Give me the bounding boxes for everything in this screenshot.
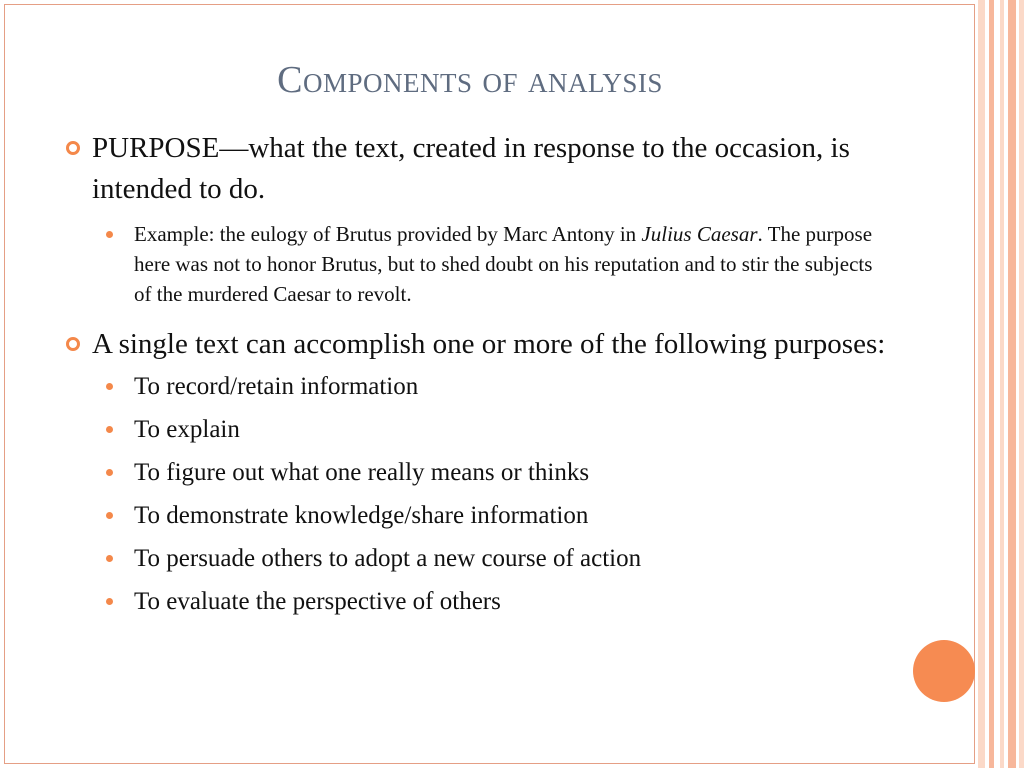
sub-bullet-item bbox=[60, 408, 890, 451]
stripe bbox=[1008, 0, 1016, 768]
bullet-text: PURPOSE—what the text, created in response to the occasion, is intended to do. bbox=[92, 132, 850, 205]
sub-bullet-item bbox=[60, 494, 890, 537]
dot-bullet-icon bbox=[106, 598, 113, 605]
bullet-purpose bbox=[60, 128, 890, 309]
example-italic-title: Julius Caesar bbox=[641, 222, 758, 246]
slide-content bbox=[60, 128, 890, 623]
decorative-stripes bbox=[975, 0, 1024, 768]
bullet-single-text bbox=[60, 324, 890, 623]
sub-bullet-text: To evaluate the perspective of others bbox=[134, 588, 501, 615]
sub-bullet-text: To demonstrate knowledge/share information bbox=[134, 502, 589, 529]
stripe bbox=[978, 0, 985, 768]
ring-bullet-icon bbox=[66, 141, 80, 155]
example-text-end: . The purpose here was not to honor Brutus, but to shed doubt on his reputation and to stir the subjects of the murdered Caesar to revolt. bbox=[134, 222, 873, 306]
dot-bullet-icon bbox=[106, 512, 113, 519]
stripe bbox=[1000, 0, 1004, 768]
slide-title: Components of analysis bbox=[277, 59, 663, 101]
sub-bullet-text: To explain bbox=[134, 416, 240, 443]
sub-list bbox=[92, 365, 890, 623]
sub-bullet-text: To figure out what one really means or thinks bbox=[134, 459, 590, 486]
dot-bullet-icon bbox=[106, 231, 113, 238]
sub-bullet-item bbox=[60, 580, 890, 623]
dot-bullet-icon bbox=[106, 555, 113, 562]
sub-bullet-item bbox=[60, 365, 890, 408]
stripe bbox=[989, 0, 994, 768]
example-text-start: Example: the eulogy of Brutus provided by Marc Antony in bbox=[134, 222, 642, 246]
sub-list bbox=[92, 219, 890, 309]
sub-bullet-example bbox=[60, 219, 890, 309]
dot-bullet-icon bbox=[106, 469, 113, 476]
sub-bullet-text: To record/retain information bbox=[134, 373, 419, 400]
ring-bullet-icon bbox=[66, 337, 80, 351]
stripe bbox=[1019, 0, 1024, 768]
sub-bullet-text: To persuade others to adopt a new course of action bbox=[134, 545, 642, 572]
dot-bullet-icon bbox=[106, 383, 113, 390]
sub-bullet-item bbox=[60, 451, 890, 494]
dot-bullet-icon bbox=[106, 426, 113, 433]
orange-circle-icon bbox=[913, 640, 975, 702]
sub-bullet-item bbox=[60, 537, 890, 580]
bullet-text: A single text can accomplish one or more of the following purposes: bbox=[92, 328, 886, 360]
